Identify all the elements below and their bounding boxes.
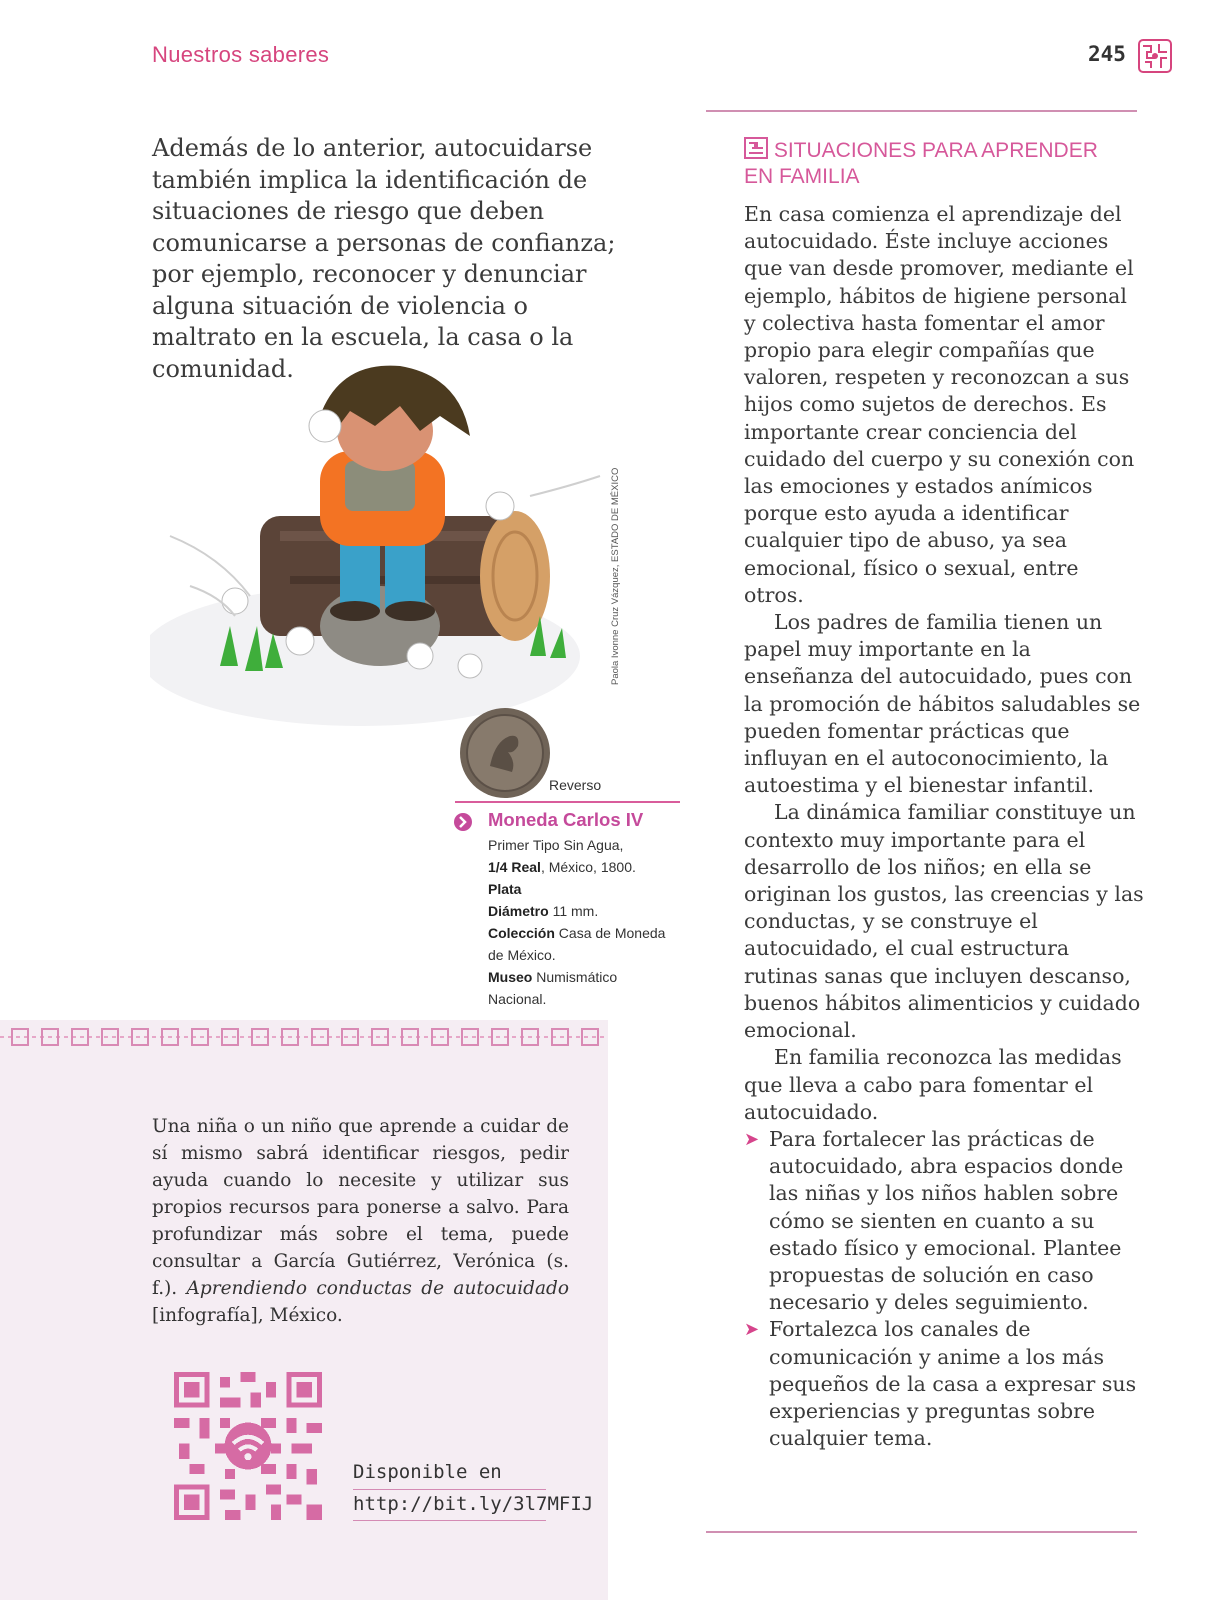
coin-caption-line: Primer Tipo Sin Agua, — [488, 837, 624, 853]
page-number: 245 — [1088, 42, 1126, 66]
panel-text-italic: Aprendiendo conductas de autocuidado — [186, 1278, 569, 1299]
child-on-log-illustration — [150, 356, 640, 756]
coin-collection-label: Colección — [488, 925, 555, 941]
coin-caption-line — [488, 856, 678, 878]
list-item-text: Fortalezca los canales de comunicación y anime a los más pequeños de la casa a expresar sus experiencias y preguntas sobre cualquier tema. — [769, 1317, 1137, 1451]
coin-caption-body — [488, 834, 678, 1010]
coin-metal: Plata — [488, 881, 522, 897]
divider — [353, 1489, 546, 1490]
coin-diameter-label: Diámetro — [488, 903, 549, 919]
coin-denomination: 1/4 Real — [488, 859, 541, 875]
panel-text-after: [infografía], México. — [152, 1305, 343, 1326]
right-column-bottom-rule — [706, 1531, 1137, 1533]
divider — [353, 1520, 546, 1521]
coin-caption-line — [488, 900, 678, 922]
body-paragraph: En familia reconozca las medidas que lleva a cabo para fomentar el autocuidado. — [744, 1045, 1122, 1124]
section-heading — [744, 137, 1124, 190]
coin-museum-label: Museo — [488, 969, 533, 985]
coin-caption-line — [488, 922, 678, 966]
coin-denomination-rest: , México, 1800. — [540, 859, 636, 875]
photo-credit: Paola Ivonne Cruz Vázquez, ESTADO DE MÉXICO — [610, 467, 621, 685]
right-column-top-rule — [706, 110, 1137, 112]
arrow-bullet-icon: ➤ — [744, 1128, 760, 1150]
coin-image — [458, 706, 552, 800]
coin-museum-value: Numismático Nacional. — [488, 969, 618, 1007]
ornament-border-strip — [0, 1025, 608, 1049]
list-item-text: Para fortalecer las prácticas de autocuidado, abra espacios donde las niñas y los niños hablen sobre cómo se sienten en cuanto a su estado físico y emocional. Plantee propuestas de solución en caso necesario y deles seguimiento. — [769, 1126, 1124, 1315]
right-column-body — [744, 201, 1144, 1452]
pink-glyph-ornament-icon — [1137, 38, 1173, 74]
list-item — [744, 1126, 1144, 1316]
body-paragraph: En casa comienza el aprendizaje del autocuidado. Éste incluye acciones que van desde promover, mediante el ejemplo, hábitos de higiene personal y colectiva hasta fomentar el amor propio para elegir compañías que valoren, respeten y reconozcan a sus hijos como sujetos de derechos. Es importante crear conciencia del cuidado del cuerpo y su conexión con las emociones y estados anímicos porque esto ayuda a identificar cualquier tipo de abuso, ya sea emocional, físico o sexual, entre otros. — [744, 202, 1135, 607]
intro-paragraph: Además de lo anterior, autocuidarse también implica la identificación de situaciones de riesgo que deben comunicarse a personas de confianza; por ejemplo, reconocer y denunciar alguna situación de violencia o maltrato en la escuela, la casa o la comunidad. — [152, 134, 616, 383]
panel-text-before: Una niña o un niño que aprende a cuidar de sí mismo sabrá identificar riesgos, pedir ayuda cuando lo necesite y utilizar sus propios recursos para ponerse a salvo. Para profundizar más sobre el tema, puede consultar a García Gutiérrez, Verónica (s. f.). — [152, 1116, 569, 1299]
coin-diameter-value: 11 mm. — [548, 903, 599, 919]
resource-link[interactable]: http://bit.ly/3l7MFIJ — [353, 1493, 594, 1515]
caption-divider — [455, 801, 680, 803]
coin-caption-title: Moneda Carlos IV — [488, 809, 644, 830]
coin-side-label: Reverso — [549, 777, 602, 793]
qr-code[interactable] — [174, 1372, 322, 1520]
panel-paragraph — [152, 1113, 569, 1329]
section-header-title: Nuestros saberes — [152, 42, 330, 67]
family-glyph-icon — [744, 137, 768, 159]
available-label: Disponible en — [353, 1461, 502, 1483]
coin-caption-line — [488, 966, 678, 1010]
body-paragraph: La dinámica familiar constituye un contexto muy importante para el desarrollo de los niños; en ella se originan los gustos, las creencias y las conductas, y se construye el autocuidado, el cual estructura rutinas sanas que incluyen descanso, buenos hábitos alimenticios y cuidado emocional. — [744, 800, 1144, 1043]
body-paragraph: Los padres de familia tienen un papel muy importante en la enseñanza del autocuidado, pues con la promoción de hábitos saludables se pueden fomentar prácticas que influyan en el autoconocimiento, la autoestima y el bienestar infantil. — [744, 610, 1141, 798]
chevron-right-circle-icon — [453, 812, 473, 832]
recommendations-list — [744, 1126, 1144, 1452]
list-item — [744, 1316, 1144, 1452]
coin-collection-value: Casa de Moneda de México. — [488, 925, 666, 963]
coin-caption-line — [488, 878, 678, 900]
arrow-bullet-icon: ➤ — [744, 1319, 760, 1341]
section-heading-text: SITUACIONES PARA APRENDER EN FAMILIA — [744, 139, 1098, 188]
